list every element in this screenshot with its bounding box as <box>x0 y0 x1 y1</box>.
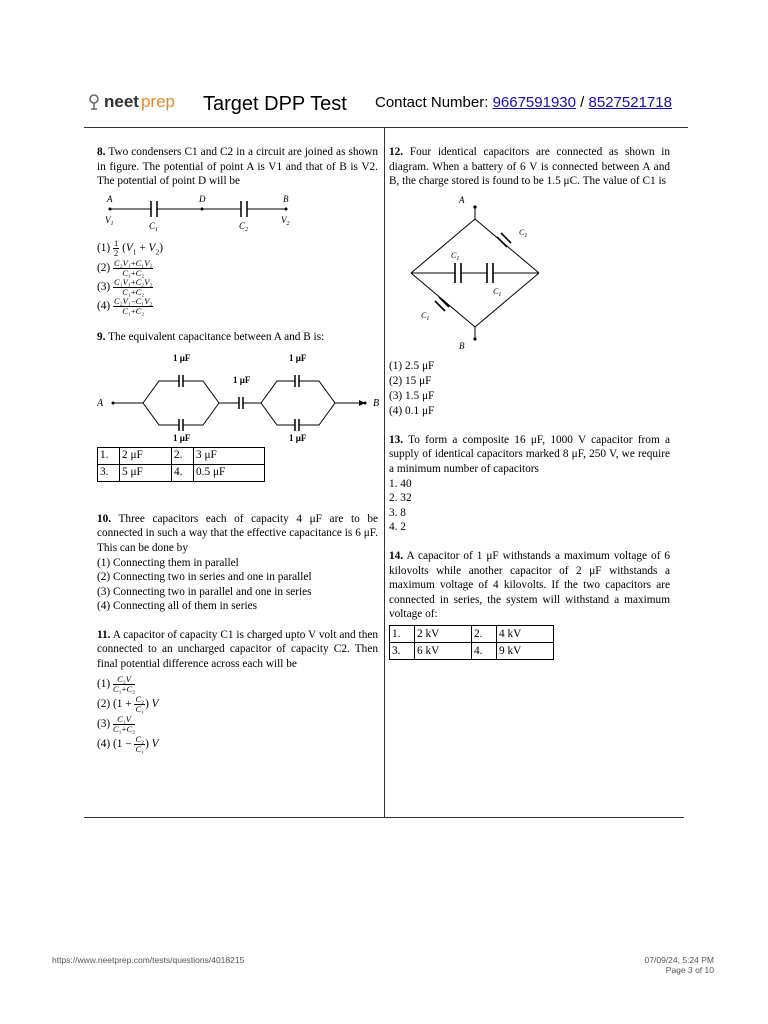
q9-opt-1-value[interactable]: 2 μF <box>120 447 172 464</box>
q13-text: To form a composite 16 μF, 1000 V capacitor from a supply of identical capacitors marked 8 μF, 250 V, we require a minimum number of capacitors <box>389 433 670 475</box>
q9-opt-1-num[interactable]: 1. <box>98 447 120 464</box>
q8-label-D: D <box>199 193 206 204</box>
q14-opt-3-num[interactable]: 3. <box>390 642 415 659</box>
q12-label-C1: $C_1$ <box>519 227 528 239</box>
contact-info <box>375 94 672 111</box>
q9-label-A: A <box>97 397 104 409</box>
q9-opt-3-value[interactable]: 5 μF <box>120 464 172 481</box>
table-row <box>98 447 265 464</box>
question-9 <box>97 330 378 345</box>
bottom-divider <box>84 817 684 818</box>
left-column <box>97 145 378 754</box>
phone-link-2[interactable]: 8527521718 <box>588 94 672 111</box>
footer-page: Page 3 of 10 <box>665 965 714 975</box>
q11-number: 11. <box>97 628 111 641</box>
q13-number: 13. <box>389 433 404 446</box>
q11-option-1[interactable]: (1) $\frac{\text{C₂V}}{\text{C₁+C₂}}$ <box>97 673 136 694</box>
q13-option-1[interactable]: 1. 40 <box>389 477 412 490</box>
question-12 <box>389 145 670 189</box>
q14-opt-1-num[interactable]: 1. <box>390 625 415 642</box>
right-column <box>389 145 670 660</box>
logo-neet: neet <box>104 92 139 111</box>
table-row <box>390 642 554 659</box>
q9-number: 9. <box>97 331 106 344</box>
q14-number: 14. <box>389 549 404 562</box>
q9-opt-4-value[interactable]: 0.5 μF <box>194 464 265 481</box>
q8-option-1[interactable]: (1) $\frac{1}{2}$ $(V_1 + V_2)$ <box>97 237 163 258</box>
q11-option-4[interactable]: (4) (1 − $\frac{\text{C₂}}{\text{C₁}}$ ) V <box>97 733 159 754</box>
logo-prep: prep <box>140 92 175 111</box>
q8-number: 8. <box>97 146 106 158</box>
q14-opt-2-num[interactable]: 2. <box>472 625 497 642</box>
q12-label-C1: $C_1$ <box>493 286 502 298</box>
q14-text: A capacitor of 1 μF withstands a maximum voltage of 6 kilovolts while another capacitor of 2 μF withstands a maximum voltage of 4 kilovolts. If the two capacitors are connected in series, the system will withstand a maximum voltage of: <box>389 549 671 621</box>
q8-option-3[interactable]: (3) $\frac{\text{C₁V₁+C₂V₂}}{\text{C₁+C₂}}$ <box>97 277 153 298</box>
q9-cap-label: 1 μF <box>289 432 307 443</box>
question-10 <box>97 512 378 614</box>
q9-opt-2-num[interactable]: 2. <box>172 447 194 464</box>
q8-circuit-diagram <box>103 193 313 233</box>
contact-label: Contact Number: <box>375 94 489 111</box>
logo-icon <box>88 93 102 111</box>
q8-label-B: B <box>283 193 289 204</box>
table-row <box>390 625 554 642</box>
q12-options <box>389 359 670 419</box>
q9-opt-4-num[interactable]: 4. <box>172 464 194 481</box>
q12-label-B: B <box>459 340 465 351</box>
q11-option-2[interactable]: (2) (1 + $\frac{\text{C₂}}{\text{C₁}}$ ) V <box>97 693 159 714</box>
q12-number: 12. <box>389 146 404 158</box>
footer-url[interactable]: https://www.neetprep.com/tests/questions/4018215 <box>52 955 245 965</box>
question-14 <box>389 549 670 622</box>
q10-option-1[interactable]: (1) Connecting them in parallel <box>97 556 239 569</box>
q10-number: 10. <box>97 512 112 525</box>
phone-link-1[interactable]: 9667591930 <box>492 94 576 111</box>
q10-text: Three capacitors each of capacity 4 μF are to be connected in such a way that the effective capacitance is 6 μF. This can be done by <box>97 512 378 554</box>
question-11 <box>97 628 378 672</box>
q10-option-4[interactable]: (4) Connecting all of them in series <box>97 600 257 613</box>
q8-label-V2: $V_2$ <box>281 214 290 227</box>
footer-datetime: 07/09/24, 5:24 PM <box>644 955 714 965</box>
page-title: Target DPP Test <box>203 93 347 115</box>
q12-label-C1: $C_1$ <box>451 250 460 262</box>
q8-option-2[interactable]: (2) $\frac{\text{C₂V₁+C₁V₂}}{\text{C₁+C₂}}$ <box>97 258 153 279</box>
q9-cap-label: 1 μF <box>289 352 307 363</box>
question-13 <box>389 433 670 535</box>
q12-option-1[interactable]: (1) 2.5 μF <box>389 359 435 372</box>
column-divider <box>384 128 385 817</box>
q14-opt-3-value[interactable]: 6 kV <box>415 642 472 659</box>
q11-text: A capacitor of capacity C1 is charged upto V volt and then connected to an uncharged capacitor of capacity C2. Then final potential difference across each will be <box>97 628 379 671</box>
q8-text: Two condensers C1 and C2 in a circuit are joined as shown in figure. The potential of point A is V1 and that of B is V2. The potential of point D will be <box>97 146 378 188</box>
q13-option-3[interactable]: 3. 8 <box>389 506 406 519</box>
q9-cap-label: 1 μF <box>233 374 251 385</box>
question-8 <box>97 145 378 189</box>
q14-opt-2-value[interactable]: 4 kV <box>497 625 554 642</box>
q14-opt-4-value[interactable]: 9 kV <box>497 642 554 659</box>
q9-opt-3-num[interactable]: 3. <box>98 464 120 481</box>
table-row <box>98 464 265 481</box>
q12-option-4[interactable]: (4) 0.1 μF <box>389 404 435 417</box>
q11-options <box>97 674 378 754</box>
q13-option-4[interactable]: 4. 2 <box>389 521 406 534</box>
q9-cap-label: 1 μF <box>173 352 191 363</box>
q12-label-A: A <box>459 194 465 205</box>
footer-meta <box>645 955 714 975</box>
q12-circuit-diagram <box>405 193 555 353</box>
neetprep-logo <box>88 92 175 112</box>
q9-label-B: B <box>373 397 380 409</box>
q9-cap-label: 1 μF <box>173 432 191 443</box>
q8-label-A: A <box>107 193 113 204</box>
q8-label-C1: $C_1$ <box>149 220 159 233</box>
q14-opt-1-value[interactable]: 2 kV <box>415 625 472 642</box>
q10-option-2[interactable]: (2) Connecting two in series and one in parallel <box>97 571 312 584</box>
phone-separator: / <box>580 94 585 111</box>
q12-text: Four identical capacitors are connected as shown in diagram. When a battery of 6 V is connected between A and B, the charge stored is found to be 1.5 μC. The value of C1 is <box>389 146 670 188</box>
q11-option-3[interactable]: (3) $\frac{\text{C₁V}}{\text{C₁+C₂}}$ <box>97 713 136 734</box>
q9-answer-table <box>97 447 265 482</box>
q9-opt-2-value[interactable]: 3 μF <box>194 447 265 464</box>
q14-answer-table <box>389 625 554 660</box>
q8-options <box>97 239 378 316</box>
q13-option-2[interactable]: 2. 32 <box>389 492 412 505</box>
q10-option-3[interactable]: (3) Connecting two in parallel and one in series <box>97 585 312 598</box>
header-divider <box>84 127 688 128</box>
q8-label-C2: $C_2$ <box>239 220 249 233</box>
q9-circuit-diagram <box>97 351 382 443</box>
q12-option-2[interactable]: (2) 15 μF <box>389 374 432 387</box>
q8-option-4[interactable]: (4) $\frac{\text{C₂V₁−C₁V₂}}{\text{C₁+C₂}}$ <box>97 296 153 317</box>
q14-opt-4-num[interactable]: 4. <box>472 642 497 659</box>
q12-option-3[interactable]: (3) 1.5 μF <box>389 389 435 402</box>
q8-label-V1: $V_1$ <box>105 214 114 227</box>
q9-text: The equivalent capacitance between A and B is: <box>108 331 325 344</box>
q12-label-C1: $C_1$ <box>421 310 430 322</box>
